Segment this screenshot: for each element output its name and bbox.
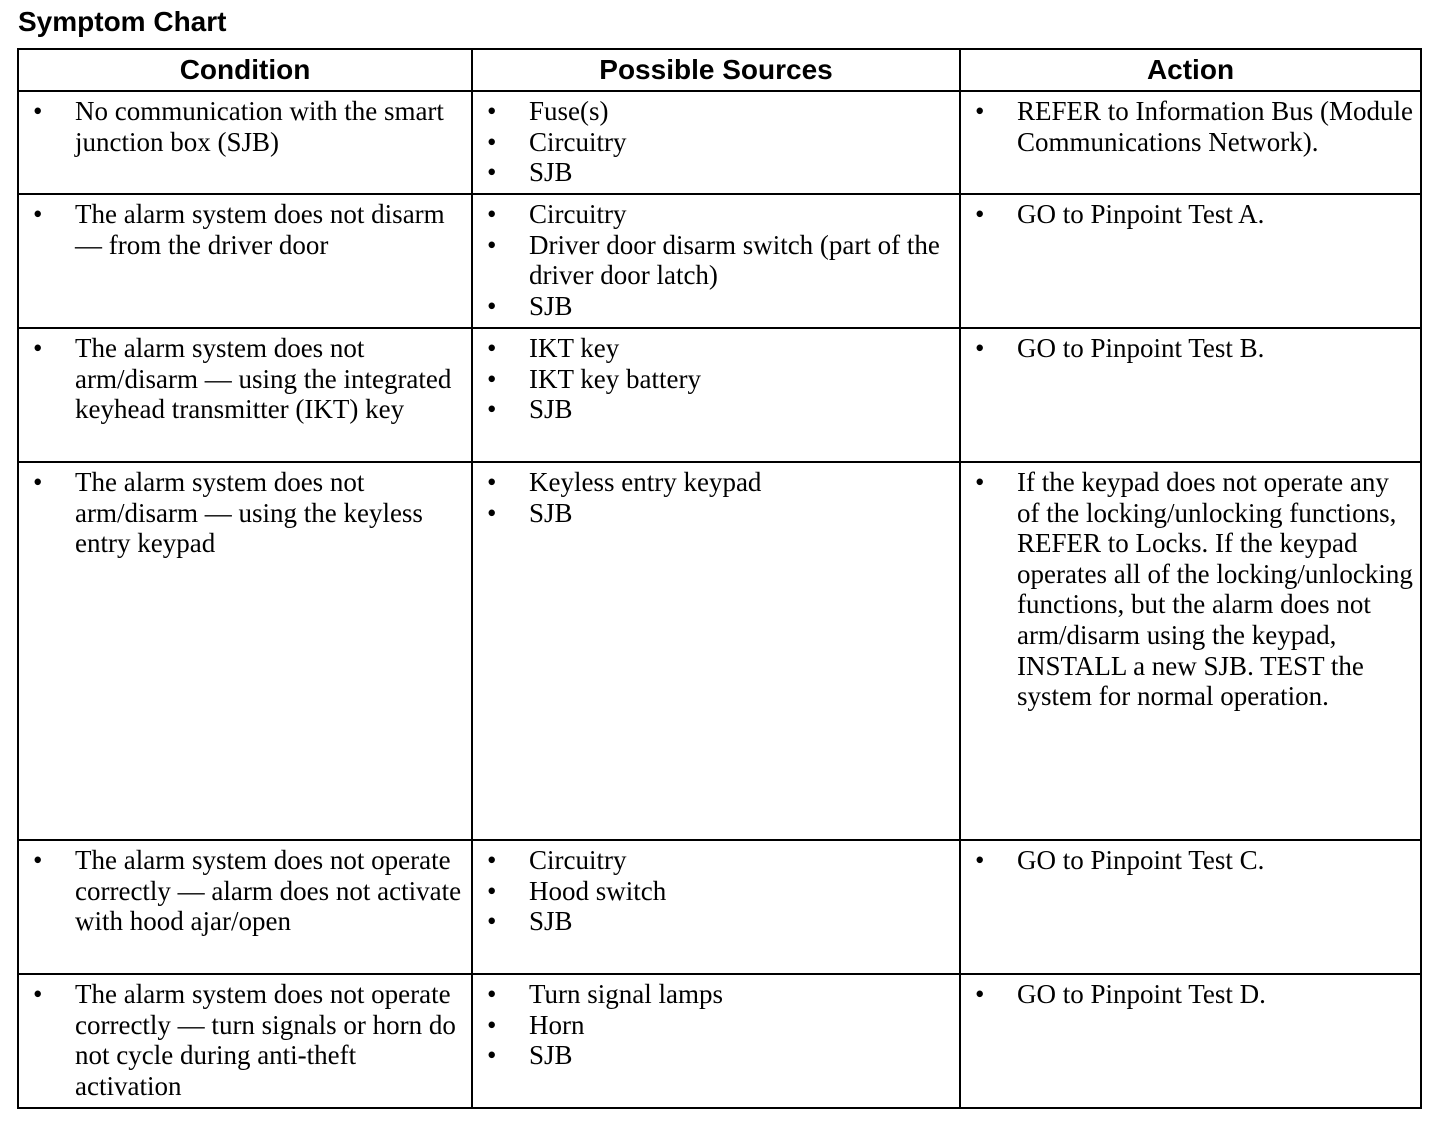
list-item: • GO to Pinpoint Test C. <box>973 845 1414 876</box>
sources-cell <box>472 91 960 194</box>
table-row <box>18 328 1421 462</box>
list-item: • SJB <box>485 291 953 322</box>
action-cell <box>960 974 1421 1108</box>
list-item: • IKT key <box>485 333 953 364</box>
list-item: • Keyless entry keypad <box>485 467 953 498</box>
list-item: • IKT key battery <box>485 364 953 395</box>
list-item: • No communication with the smart junction box (SJB) <box>31 96 465 157</box>
header-action: Action <box>960 49 1421 91</box>
list-item: • GO to Pinpoint Test B. <box>973 333 1414 364</box>
table-row <box>18 974 1421 1108</box>
list-item: • The alarm system does not disarm — from the driver door <box>31 199 465 260</box>
condition-cell <box>18 974 472 1108</box>
header-row <box>18 49 1421 91</box>
list-item: • Circuitry <box>485 199 953 230</box>
list-item: • The alarm system does not operate correctly — turn signals or horn do not cycle during anti-theft activation <box>31 979 465 1101</box>
list-item: • GO to Pinpoint Test A. <box>973 199 1414 230</box>
list-item: • SJB <box>485 157 953 188</box>
sources-cell <box>472 462 960 840</box>
action-cell <box>960 462 1421 840</box>
action-cell <box>960 91 1421 194</box>
table-row <box>18 91 1421 194</box>
list-item: • GO to Pinpoint Test D. <box>973 979 1414 1010</box>
condition-cell <box>18 462 472 840</box>
sources-cell <box>472 194 960 328</box>
condition-cell <box>18 91 472 194</box>
list-item: • REFER to Information Bus (Module Communications Network). <box>973 96 1414 157</box>
list-item: • The alarm system does not arm/disarm — using the keyless entry keypad <box>31 467 465 559</box>
table-row <box>18 840 1421 974</box>
list-item: • Fuse(s) <box>485 96 953 127</box>
list-item: • SJB <box>485 906 953 937</box>
symptom-chart-table <box>17 48 1422 1109</box>
list-item: • Turn signal lamps <box>485 979 953 1010</box>
sources-cell <box>472 974 960 1108</box>
header-possible-sources: Possible Sources <box>472 49 960 91</box>
list-item: • Horn <box>485 1010 953 1041</box>
action-cell <box>960 328 1421 462</box>
page-title: Symptom Chart <box>18 6 227 37</box>
list-item: • The alarm system does not operate correctly — alarm does not activate with hood ajar/open <box>31 845 465 937</box>
condition-cell <box>18 194 472 328</box>
condition-cell <box>18 328 472 462</box>
list-item: • Circuitry <box>485 127 953 158</box>
list-item: • Circuitry <box>485 845 953 876</box>
action-cell <box>960 840 1421 974</box>
list-item: • If the keypad does not operate any of the locking/unlocking functions, REFER to Locks. If the keypad operates all of the locking/unlocking functions, but the alarm does not arm/disarm using the keypad, INSTALL a new SJB. TEST the system for normal operation. <box>973 467 1414 712</box>
list-item: • Driver door disarm switch (part of the driver door latch) <box>485 230 953 291</box>
table-row <box>18 194 1421 328</box>
list-item: • SJB <box>485 1040 953 1071</box>
list-item: • SJB <box>485 394 953 425</box>
sources-cell <box>472 328 960 462</box>
table-row <box>18 462 1421 840</box>
list-item: • Hood switch <box>485 876 953 907</box>
list-item: • SJB <box>485 498 953 529</box>
sources-cell <box>472 840 960 974</box>
action-cell <box>960 194 1421 328</box>
list-item: • The alarm system does not arm/disarm — using the integrated keyhead transmitter (IKT) key <box>31 333 465 425</box>
header-condition: Condition <box>18 49 472 91</box>
condition-cell <box>18 840 472 974</box>
